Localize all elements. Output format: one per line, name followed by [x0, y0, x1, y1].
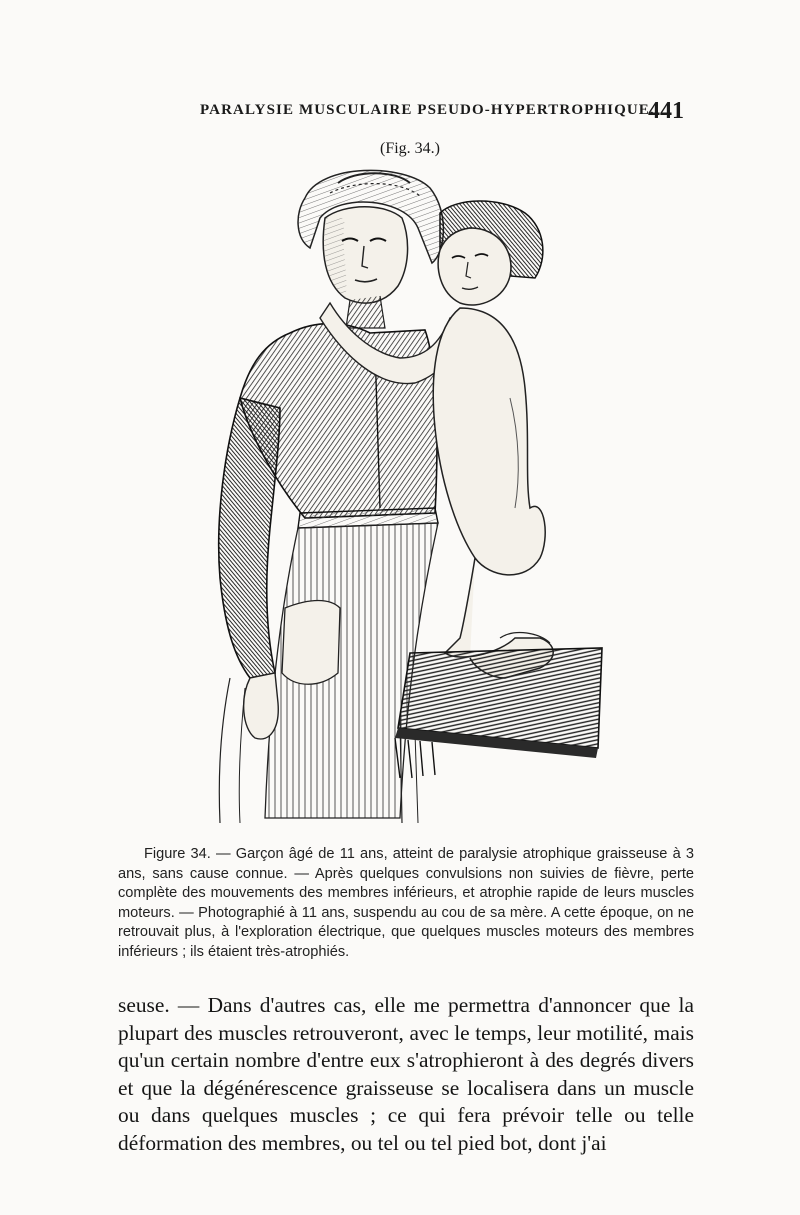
- running-head: [200, 98, 690, 128]
- figure-label: (Fig. 34.): [380, 140, 440, 157]
- engraving-mother-and-child: [170, 158, 620, 828]
- child-head: [438, 201, 543, 305]
- body-paragraph: seuse. — Dans d'autres cas, elle me permettra d'annoncer que la plupart des muscles retrouveront, avec le temps, leur motilité, mais qu'un certain nombre d'entre eux s'atrophieront à des degrés divers et que la dégénérescence graisseuse se localisera dans un muscle ou dans quelques muscles ; ce qui fera prévoir telle ou telle déformation des membres, ou tel ou tel pied bot, dont j'ai: [118, 993, 694, 1155]
- wooden-stand: [395, 648, 602, 778]
- mother-head: [323, 207, 407, 328]
- running-title: PARALYSIE MUSCULAIRE PSEUDO-HYPERTROPHIQUE.: [200, 102, 655, 118]
- page-number: 441: [648, 98, 684, 124]
- mother-hand: [244, 673, 279, 739]
- figure-caption: Figure 34. — Garçon âgé de 11 ans, atteint de paralysie atrophique graisseuse à 3 ans, sans cause connue. — Après quelques convulsions non suivies de fièvre, perte complète des mouvements des membres inférieurs, et atrophie rapide de leurs muscles moteurs. — Photographié à 11 ans, suspendu au cou de sa mère. A cette époque, on ne retrouvait plus, à l'exploration électrique, que quelques muscles moteurs des membres inférieurs ; ils étaient très-atrophiés.: [118, 846, 694, 960]
